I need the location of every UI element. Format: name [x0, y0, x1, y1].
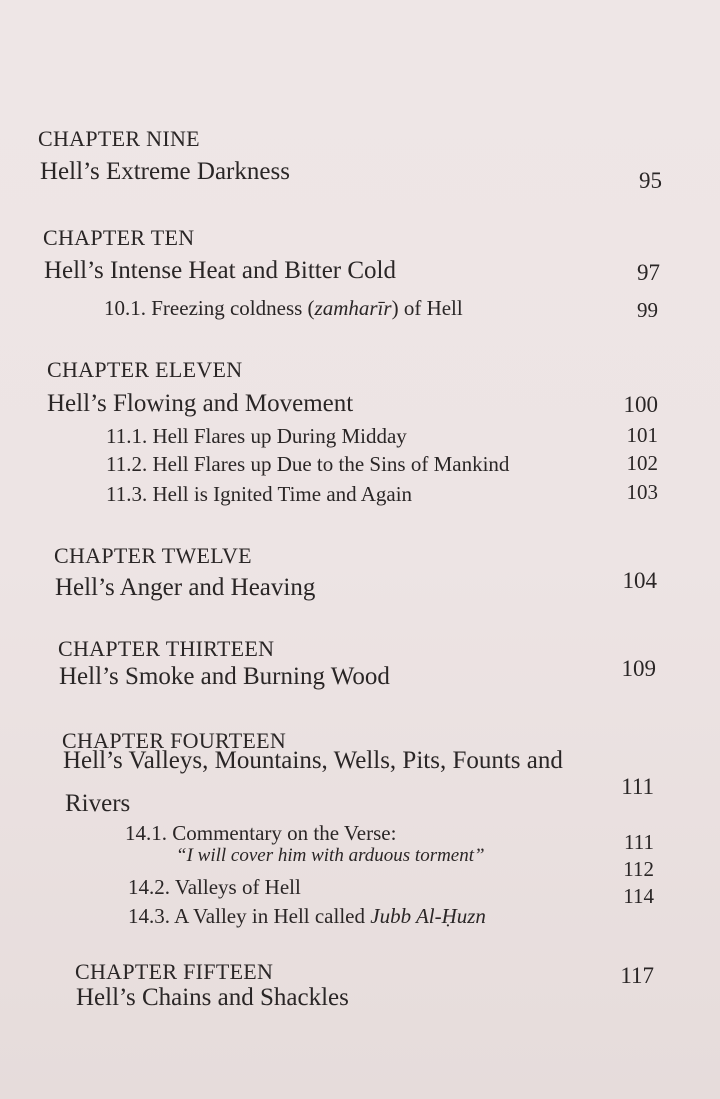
section-text: ) of Hell: [391, 296, 463, 320]
section-entry: 14.1. Commentary on the Verse:: [125, 821, 397, 845]
section-text: 10.1. Freezing coldness (: [104, 296, 315, 320]
chapter-title: Hell’s Flowing and Movement: [47, 390, 354, 417]
chapter-title: Hell’s Extreme Darkness: [40, 158, 290, 185]
page-number: 97: [637, 260, 660, 285]
chapter-label: CHAPTER FIFTEEN: [75, 959, 274, 984]
page-number: 111: [621, 774, 654, 799]
page-number: 112: [623, 857, 654, 881]
chapter-title: Hell’s Intense Heat and Bitter Cold: [44, 257, 397, 284]
chapter-label: CHAPTER TWELVE: [54, 543, 252, 568]
chapter-label: CHAPTER THIRTEEN: [58, 636, 275, 661]
page-number: 99: [637, 298, 658, 322]
chapter-title: Hell’s Chains and Shackles: [76, 984, 349, 1011]
section-entry: [128, 904, 486, 929]
page-number: 95: [639, 168, 662, 193]
chapter-title: Hell’s Anger and Heaving: [55, 574, 316, 601]
chapter-title: Hell’s Smoke and Burning Wood: [59, 663, 390, 690]
section-text: 14.3. A Valley in Hell called: [128, 904, 371, 928]
section-entry: 14.2. Valleys of Hell: [128, 875, 301, 899]
chapter-label: CHAPTER ELEVEN: [47, 357, 243, 382]
chapter-title: Hell’s Valleys, Mountains, Wells, Pits, Founts and: [63, 747, 563, 774]
page-number: 117: [620, 963, 654, 988]
page-number: 111: [624, 830, 654, 854]
page-number: 109: [621, 656, 656, 681]
chapter-label: CHAPTER FOURTEEN: [62, 728, 287, 753]
page-number: 103: [626, 480, 658, 504]
page-number: 100: [623, 392, 658, 417]
section-entry: 11.1. Hell Flares up During Midday: [106, 424, 407, 448]
chapter-title-continued: Rivers: [65, 790, 131, 817]
page-number: 102: [626, 451, 658, 475]
verse-quote: “I will cover him with arduous torment”: [176, 845, 485, 866]
chapter-label: CHAPTER NINE: [38, 126, 200, 151]
section-entry: 11.2. Hell Flares up Due to the Sins of Mankind: [106, 452, 510, 476]
page-number: 114: [623, 884, 654, 908]
page-number: 101: [626, 423, 658, 447]
section-entry: [104, 296, 463, 321]
section-text-italic: zamharīr: [314, 296, 392, 320]
page-number: 104: [622, 568, 657, 593]
chapter-label: CHAPTER TEN: [43, 225, 195, 250]
section-text-italic: Jubb Al-Ḥuzn: [370, 904, 486, 928]
section-entry: 11.3. Hell is Ignited Time and Again: [106, 482, 413, 506]
